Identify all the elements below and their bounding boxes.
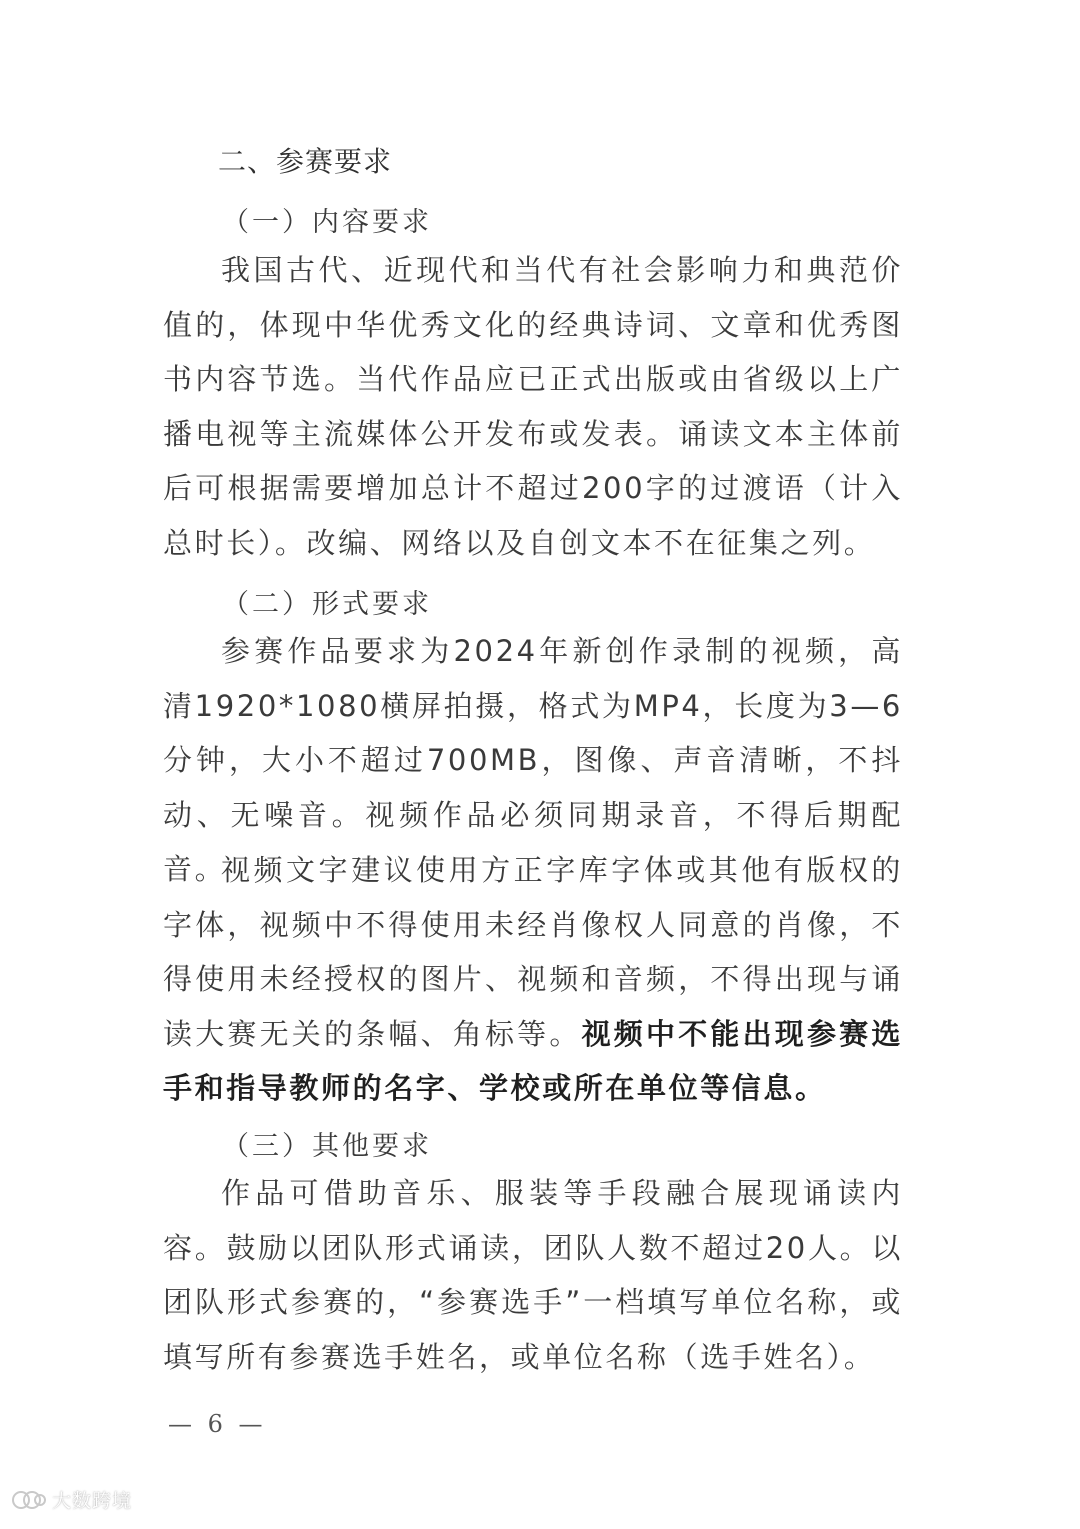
- video-text-paragraph: [163, 843, 903, 1116]
- other-requirements-paragraph: 作品可借助音乐、服装等手段融合展现诵读内容。鼓励以团队形式诵读，团队人数不超过20人。以团队形式参赛的，“参赛选手”一档填写单位名称，或填写所有参赛选手姓名，或单位名称（选手姓名）。: [163, 1176, 903, 1374]
- content-requirements-paragraph: 我国古代、近现代和当代有社会影响力和典范价值的，体现中华优秀文化的经典诗词、文章和优秀图书内容节选。当代作品应已正式出版或由省级以上广播电视等主流媒体公开发布或发表。诵读文本主体前后可根据需要增加总计不超过200字的过渡语（计入总时长）。改编、网络以及自创文本不在征集之列。: [163, 253, 903, 560]
- section-heading: 二、参赛要求: [218, 145, 393, 178]
- watermark-text: 大数跨境: [52, 1490, 133, 1512]
- page-number: — 6 —: [168, 1410, 267, 1438]
- video-text-normal: 视频文字建议使用方正字库字体或其他有版权的字体，视频中不得使用未经肖像权人同意的肖像，不得使用未经授权的图片、视频和音频，不得出现与诵读大赛无关的条幅、角标等。: [163, 853, 903, 1051]
- subsection-content-title: （一）内容要求: [222, 207, 432, 238]
- subsection-other-title: （三）其他要求: [222, 1131, 432, 1162]
- video-text-bold-notice: 视频中不能出现参赛选手和指导教师的名字、学校或所在单位等信息。: [163, 1016, 903, 1105]
- watermark: [12, 1486, 132, 1513]
- subsection-format-title: （二）形式要求: [222, 589, 432, 620]
- watermark-logo-icon: [12, 1489, 48, 1511]
- format-requirements-paragraph: 参赛作品要求为2024年新创作录制的视频，高清1920*1080横屏拍摄，格式为MP4，长度为3—6分钟，大小不超过700MB，图像、声音清晰，不抖动、无噪音。视频作品必须同期录音，不得后期配音。: [163, 634, 903, 886]
